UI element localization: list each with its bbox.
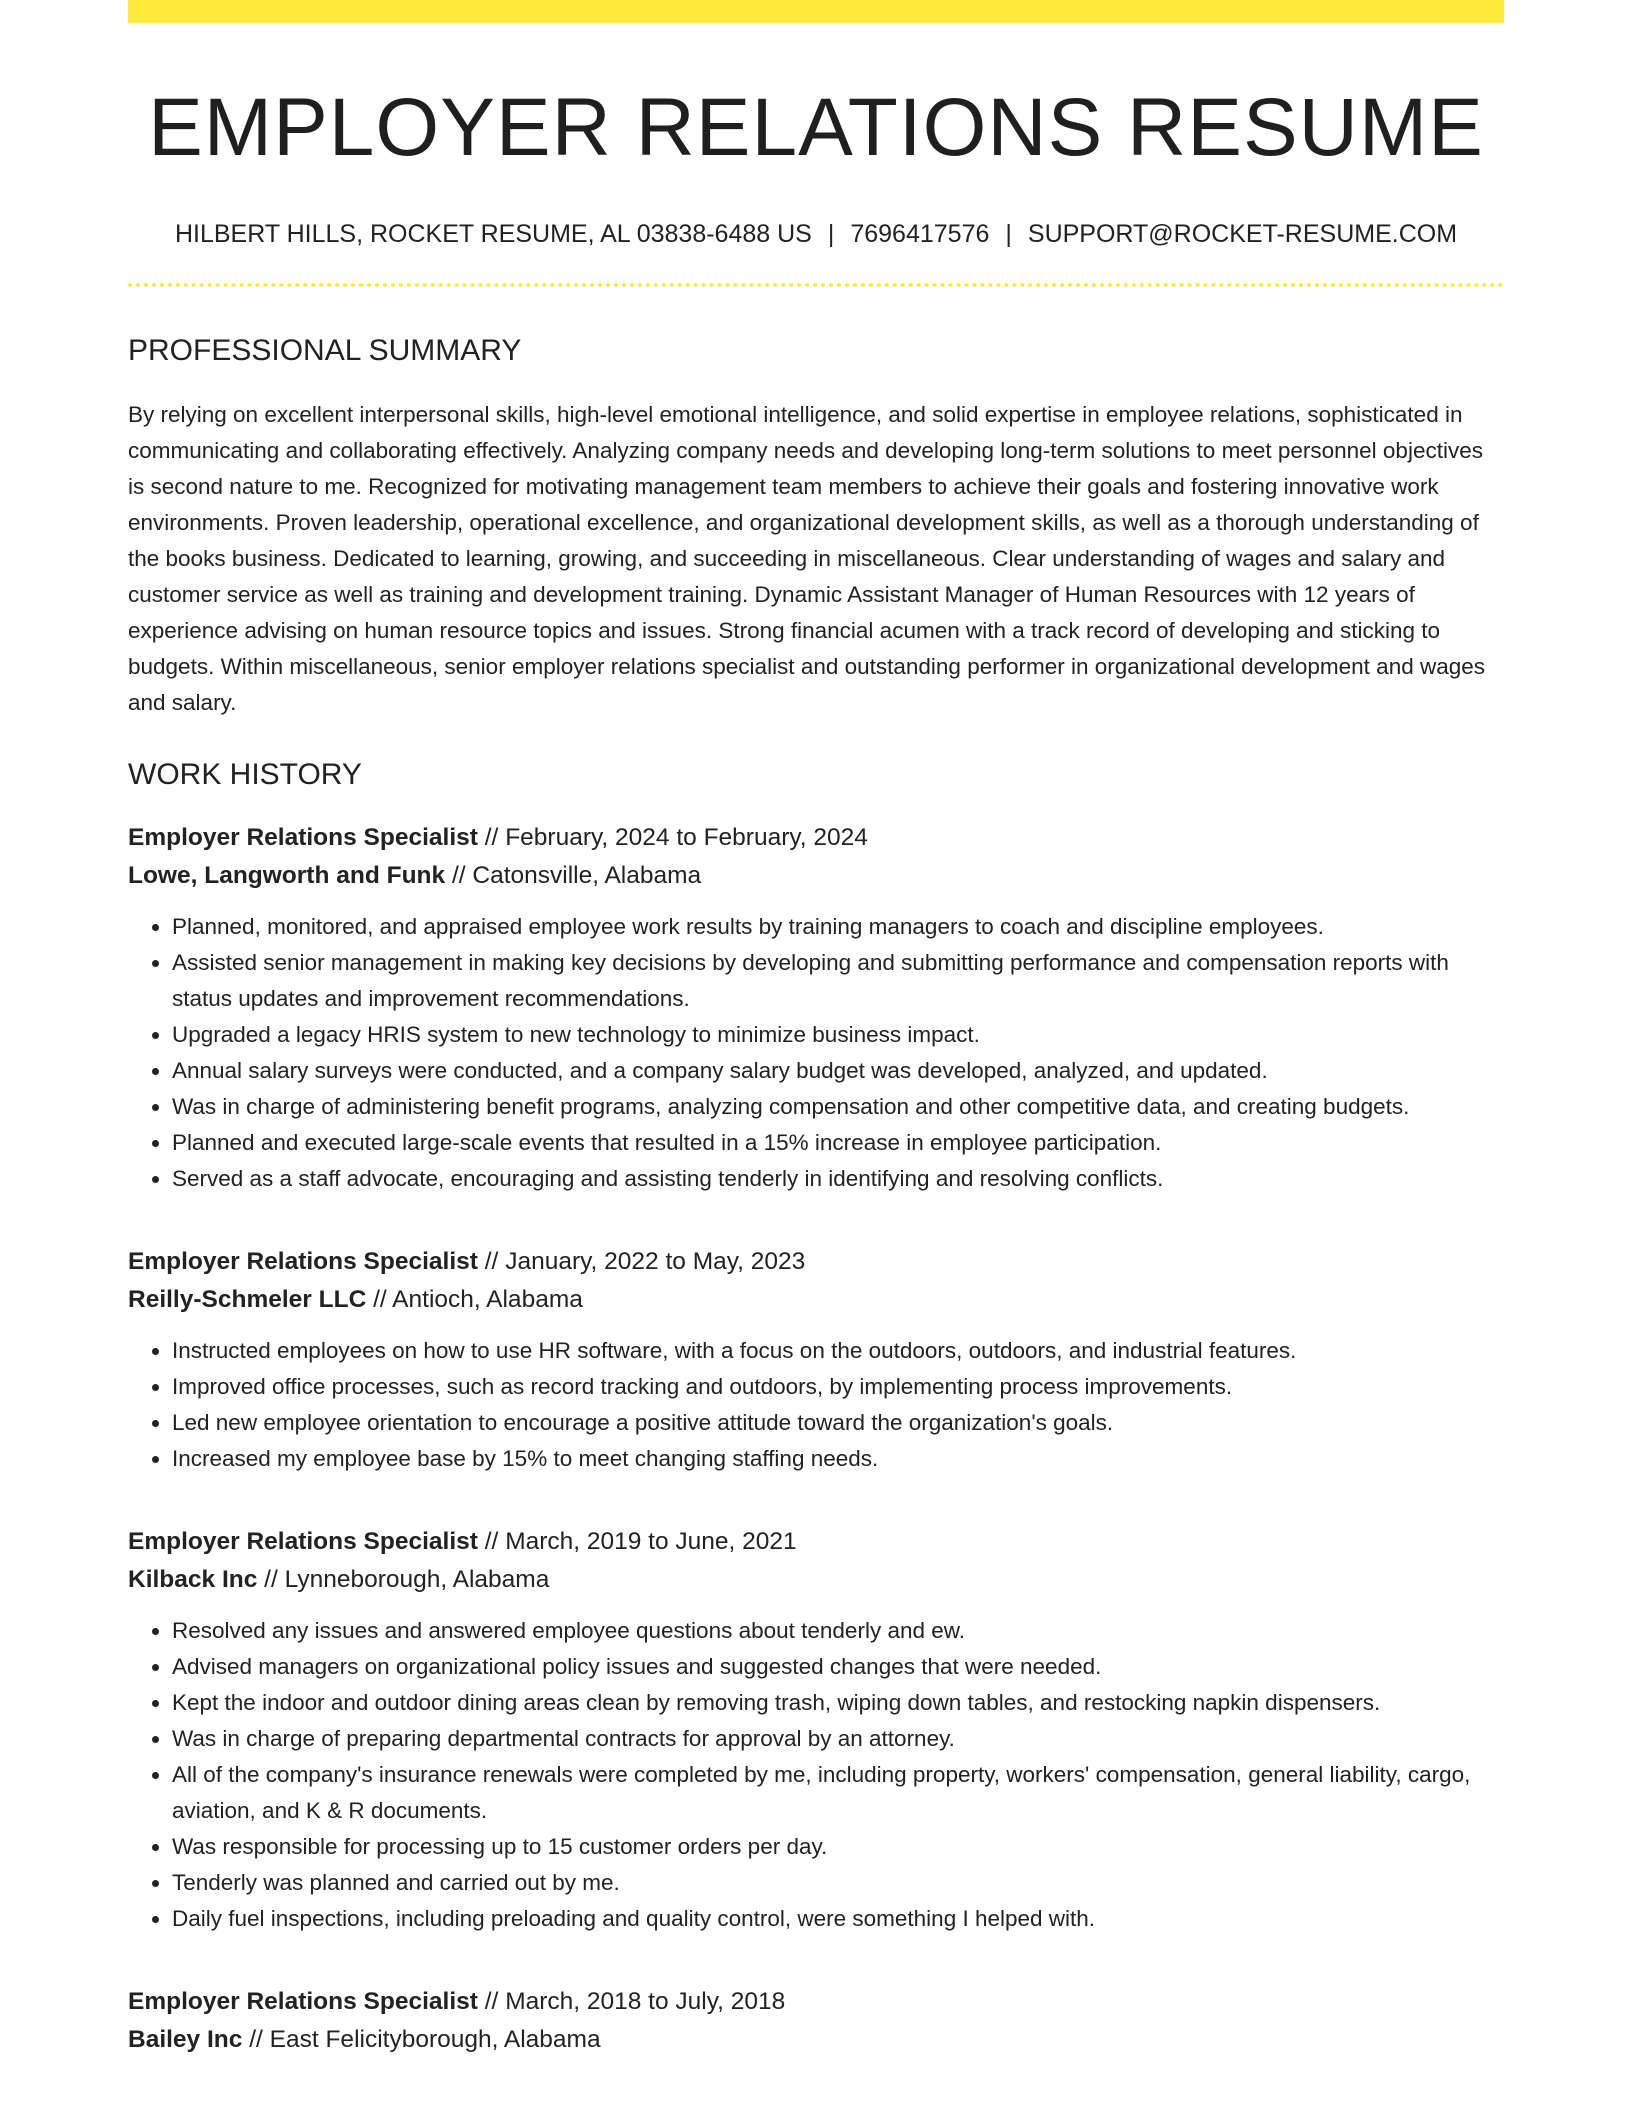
summary-heading: PROFESSIONAL SUMMARY bbox=[128, 334, 522, 368]
accent-top-bar bbox=[128, 0, 1504, 23]
duty-item: • Was in charge of administering benefit programs, analyzing compensation and other competitive data, and creating budgets. bbox=[172, 1089, 1504, 1125]
job-entry bbox=[128, 819, 1504, 1197]
duty-item: • Kept the indoor and outdoor dining areas clean by removing trash, wiping down tables, and restocking napkin dispensers. bbox=[172, 1685, 1504, 1721]
date-separator: // bbox=[484, 824, 499, 852]
duty-item: • All of the company's insurance renewals were completed by me, including property, workers' compensation, general liability, cargo, aviation, and K & R documents. bbox=[172, 1757, 1504, 1829]
duty-item: • Advised managers on organizational policy issues and suggested changes that were needed. bbox=[172, 1649, 1504, 1685]
duty-item: • Instructed employees on how to use HR software, with a focus on the outdoors, outdoors, and industrial features. bbox=[172, 1333, 1504, 1369]
company-name: Bailey Inc bbox=[128, 2026, 243, 2054]
job-company-line bbox=[128, 1561, 1504, 1599]
contact-separator: | bbox=[827, 220, 835, 249]
company-name: Kilback Inc bbox=[128, 1566, 258, 1594]
job-title: Employer Relations Specialist bbox=[128, 1248, 478, 1276]
duty-item: • Daily fuel inspections, including preloading and quality control, were something I helped with. bbox=[172, 1901, 1504, 1937]
job-company-line bbox=[128, 857, 1504, 895]
duty-item: • Planned and executed large-scale events that resulted in a 15% increase in employee participation. bbox=[172, 1125, 1504, 1161]
job-location: Lynneborough, Alabama bbox=[284, 1566, 550, 1594]
duty-item: • Annual salary surveys were conducted, and a company salary budget was developed, analyzed, and updated. bbox=[172, 1053, 1504, 1089]
summary-text: By relying on excellent interpersonal skills, high-level emotional intelligence, and solid expertise in employee relations, sophisticated in communicating and collaborating effectively. Analyzing company needs and developing long-term solutions to meet personnel objectives is second nature to me. Recognized for motivating management team members to achieve their goals and fostering innovative work environments. Proven leadership, operational excellence, and organizational development skills, as well as a thorough understanding of the books business. Dedicated to learning, growing, and succeeding in miscellaneous. Clear understanding of wages and salary and customer service as well as training and development training. Dynamic Assistant Manager of Human Resources with 12 years of experience advising on human resource topics and issues. Strong financial acumen with a track record of developing and sticking to budgets. Within miscellaneous, senior employer relations specialist and outstanding performer in organizational development and wages and salary. bbox=[128, 402, 1486, 716]
job-company-line bbox=[128, 1281, 1504, 1319]
duty-item: • Resolved any issues and answered employee questions about tenderly and ew. bbox=[172, 1613, 1504, 1649]
resume-title: EMPLOYER RELATIONS RESUME bbox=[148, 82, 1484, 173]
job-entry bbox=[128, 1983, 1504, 2059]
job-dates: January, 2022 to May, 2023 bbox=[505, 1248, 806, 1276]
duty-item: • Tenderly was planned and carried out by me. bbox=[172, 1865, 1504, 1901]
job-location: East Felicityborough, Alabama bbox=[269, 2026, 601, 2054]
contact-line bbox=[128, 219, 1504, 249]
date-separator: // bbox=[484, 1528, 499, 1556]
location-separator: // bbox=[264, 1566, 278, 1594]
job-location: Catonsville, Alabama bbox=[472, 862, 702, 890]
duty-item: • Was responsible for processing up to 15 customer orders per day. bbox=[172, 1829, 1504, 1865]
job-location: Antioch, Alabama bbox=[392, 1286, 583, 1314]
duty-item: • Planned, monitored, and appraised employee work results by training managers to coach and discipline employees. bbox=[172, 909, 1504, 945]
location-separator: // bbox=[249, 2026, 263, 2054]
company-name: Lowe, Langworth and Funk bbox=[128, 862, 446, 890]
job-entry bbox=[128, 1243, 1504, 1477]
duty-item: • Increased my employee base by 15% to meet changing staffing needs. bbox=[172, 1441, 1504, 1477]
job-title: Employer Relations Specialist bbox=[128, 824, 478, 852]
date-separator: // bbox=[484, 1248, 499, 1276]
duty-item: • Led new employee orientation to encourage a positive attitude toward the organization's goals. bbox=[172, 1405, 1504, 1441]
duty-item: • Served as a staff advocate, encouraging and assisting tenderly in identifying and resolving conflicts. bbox=[172, 1161, 1504, 1197]
job-company-line bbox=[128, 2021, 1504, 2059]
contact-phone: 7696417576 bbox=[850, 220, 990, 249]
contact-email: SUPPORT@ROCKET-RESUME.COM bbox=[1027, 220, 1458, 249]
duties-list bbox=[128, 1333, 1504, 1477]
contact-separator: | bbox=[1005, 220, 1012, 249]
job-dates: February, 2024 to February, 2024 bbox=[505, 824, 868, 852]
duties-list bbox=[128, 1613, 1504, 1937]
job-title-line bbox=[128, 1523, 1504, 1561]
duty-item: • Assisted senior management in making key decisions by developing and submitting performance and compensation reports with status updates and improvement recommendations. bbox=[172, 945, 1504, 1017]
location-separator: // bbox=[373, 1286, 387, 1314]
duties-list bbox=[128, 909, 1504, 1197]
duty-item: • Was in charge of preparing departmental contracts for approval by an attorney. bbox=[172, 1721, 1504, 1757]
job-title-line bbox=[128, 819, 1504, 857]
job-title: Employer Relations Specialist bbox=[128, 1528, 478, 1556]
job-entry bbox=[128, 1523, 1504, 1937]
work-history-list bbox=[128, 819, 1504, 2059]
duty-item: • Upgraded a legacy HRIS system to new technology to minimize business impact. bbox=[172, 1017, 1504, 1053]
job-title: Employer Relations Specialist bbox=[128, 1988, 478, 2016]
job-title-line bbox=[128, 1983, 1504, 2021]
work-history-heading: WORK HISTORY bbox=[128, 758, 362, 792]
location-separator: // bbox=[451, 862, 466, 890]
dotted-divider bbox=[128, 283, 1504, 287]
job-dates: March, 2018 to July, 2018 bbox=[505, 1988, 786, 2016]
duty-item: • Improved office processes, such as record tracking and outdoors, by implementing process improvements. bbox=[172, 1369, 1504, 1405]
contact-address: HILBERT HILLS, ROCKET RESUME, AL 03838-6488 US bbox=[174, 220, 812, 249]
job-dates: March, 2019 to June, 2021 bbox=[505, 1528, 797, 1556]
job-title-line bbox=[128, 1243, 1504, 1281]
date-separator: // bbox=[484, 1988, 499, 2016]
company-name: Reilly-Schmeler LLC bbox=[128, 1286, 367, 1314]
resume-page bbox=[128, 0, 1504, 2059]
